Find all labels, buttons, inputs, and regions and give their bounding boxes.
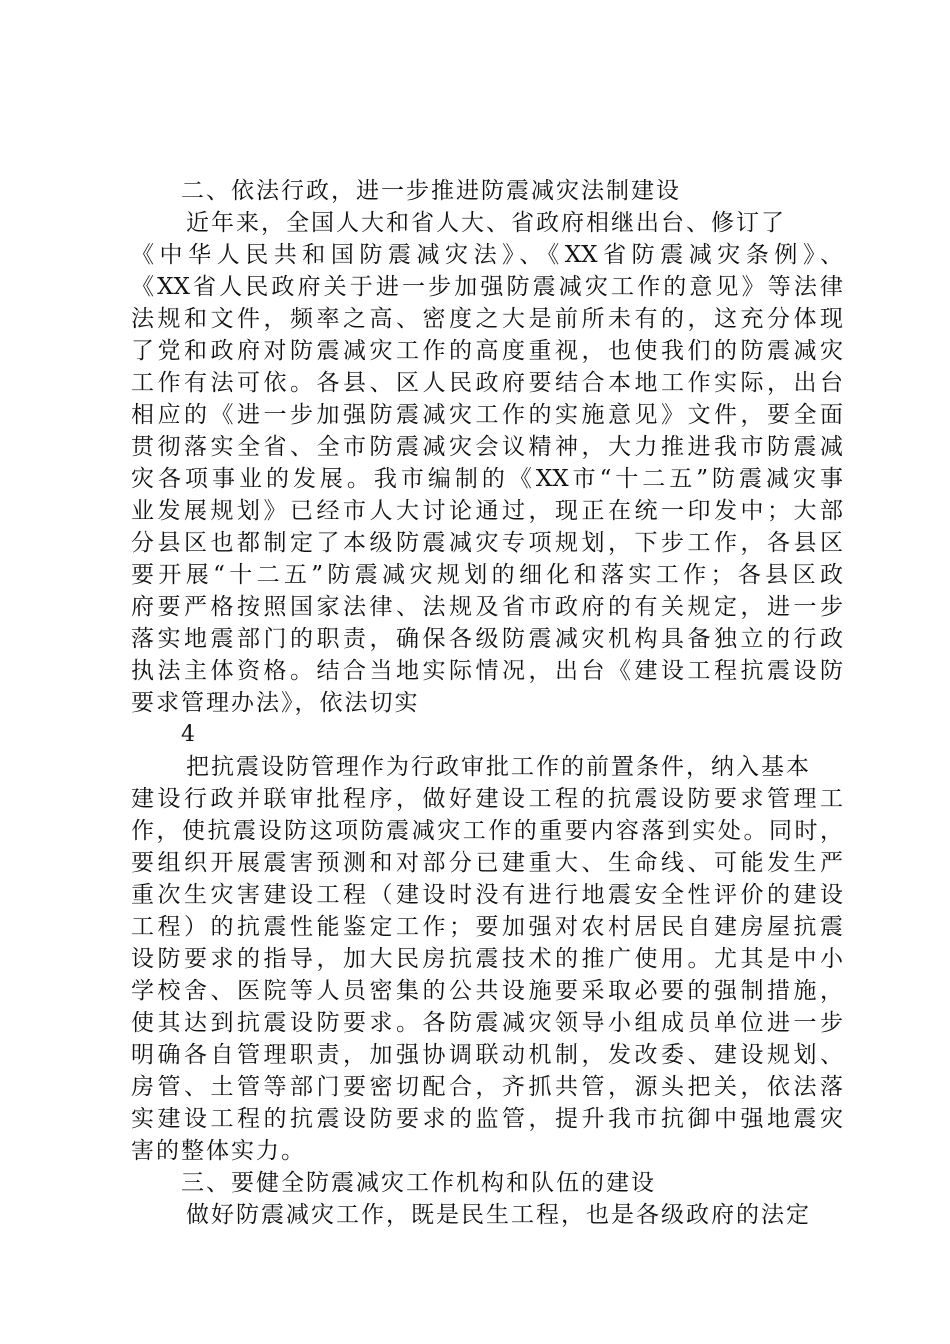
page-number: 4 [181,722,195,747]
paragraph-line: 工作有法可依。各县、区人民政府要结合本地工作实际，出台 [131,370,843,396]
section-three-heading: 三、要健全防震减灾工作机构和队伍的建设 [181,1170,656,1196]
paragraph-line: 要组织开展震害预测和对部分已建重大、生命线、可能发生严 [131,850,843,876]
paragraph-line: 房管、土管等部门要密切配合，齐抓共管，源头把关，依法落 [131,1074,843,1100]
paragraph-line: 明确各自管理职责，加强协调联动机制，发改委、建设规划、 [131,1042,843,1068]
paragraph-line: 建设行政并联审批程序，做好建设工程的抗震设防要求管理工 [131,786,843,812]
paragraph-line: 近年来，全国人大和省人大、省政府相继出台、修订了 [186,210,786,236]
paragraph-line: 学校舍、医院等人员密集的公共设施要采取必要的强制措施， [131,978,843,1004]
paragraph-line: 法规和文件，频率之高、密度之大是前所未有的，这充分体现 [131,306,843,332]
paragraph-line: 工程）的抗震性能鉴定工作；要加强对农村居民自建房屋抗震 [131,914,843,940]
paragraph-line: 使其达到抗震设防要求。各防震减灾领导小组成员单位进一步 [131,1010,843,1036]
paragraph-line: 要求管理办法》，依法切实 [131,690,420,716]
paragraph-line: 把抗震设防管理作为行政审批工作的前置条件，纳入基本 [186,754,811,780]
paragraph-line: 作，使抗震设防这项防震减灾工作的重要内容落到实处。同时， [131,818,843,844]
paragraph-line: 执法主体资格。结合当地实际情况，出台《建设工程抗震设防 [131,658,843,684]
section-two-heading: 二、依法行政，进一步推进防震减灾法制建设 [181,178,681,204]
paragraph-line: 《中华人民共和国防震减灾法》、《XX省防震减灾条例》、 [131,242,843,268]
paragraph-line: 害的整体实力。 [131,1138,306,1164]
paragraph-line: 做好防震减灾工作，既是民生工程，也是各级政府的法定 [186,1202,811,1228]
paragraph-line: 府要严格按照国家法律、法规及省市政府的有关规定，进一步 [131,594,843,620]
paragraph-line: 业发展规划》已经市人大讨论通过，现正在统一印发中；大部 [131,498,843,524]
paragraph-line: 了党和政府对防震减灾工作的高度重视，也使我们的防震减灾 [131,338,843,364]
paragraph-line: 贯彻落实全省、全市防震减灾会议精神，大力推进我市防震减 [131,434,843,460]
paragraph-line: 分县区也都制定了本级防震减灾专项规划，下步工作，各县区 [131,530,843,556]
paragraph-line: 灾各项事业的发展。我市编制的《XX市“十二五”防震减灾事 [131,466,843,492]
paragraph-line: 实建设工程的抗震设防要求的监管，提升我市抗御中强地震灾 [131,1106,843,1132]
paragraph-line: 相应的《进一步加强防震减灾工作的实施意见》文件，要全面 [131,402,843,428]
paragraph-line: 《XX省人民政府关于进一步加强防震减灾工作的意见》等法律 [131,274,843,300]
paragraph-line: 设防要求的指导，加大民房抗震技术的推广使用。尤其是中小 [131,946,843,972]
paragraph-line: 要开展“十二五”防震减灾规划的细化和落实工作；各县区政 [131,562,843,588]
paragraph-line: 落实地震部门的职责，确保各级防震减灾机构具备独立的行政 [131,626,843,652]
paragraph-line: 重次生灾害建设工程（建设时没有进行地震安全性评价的建设 [131,882,843,908]
